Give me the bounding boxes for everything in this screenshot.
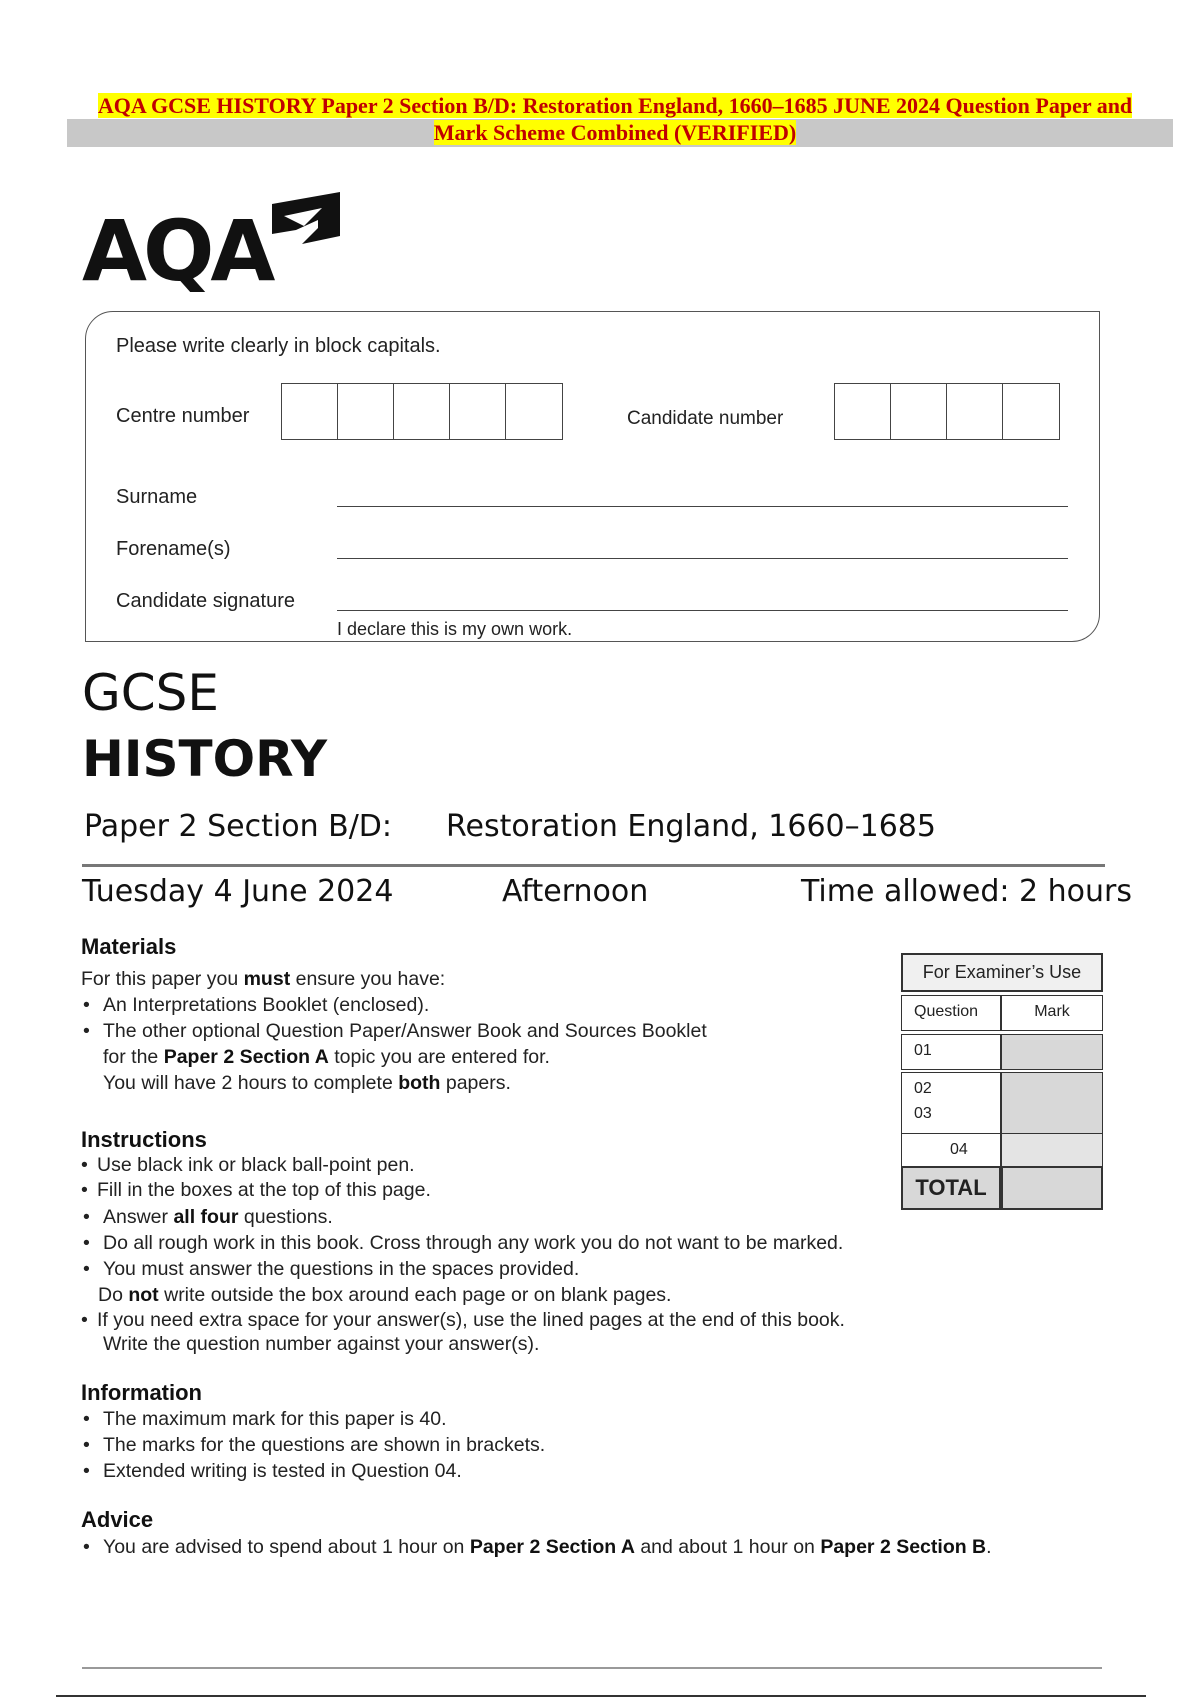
examiners-use-title: For Examiner’s Use: [901, 953, 1103, 992]
instruction-item-continued: Write the question number against your answer(s).: [103, 1333, 540, 1355]
footer-rule: [82, 1667, 1102, 1669]
advice-item: You are advised to spend about 1 hour on Paper 2 Section A and about 1 hour on Paper 2 Section B.: [103, 1536, 992, 1558]
signature-label: Candidate signature: [116, 590, 296, 612]
exam-session: Afternoon: [502, 874, 649, 909]
bullet: •: [83, 1434, 90, 1456]
surname-label: Surname: [116, 486, 198, 508]
centre-number-cell[interactable]: [450, 384, 506, 439]
materials-intro: For this paper you must ensure you have:: [81, 968, 446, 990]
page-bottom-rule: [56, 1695, 1146, 1697]
information-item: Extended writing is tested in Question 04.: [103, 1460, 462, 1482]
instruction-item: Fill in the boxes at the top of this page.: [97, 1179, 431, 1201]
bullet: •: [81, 1154, 88, 1176]
question-number: 04: [901, 1133, 1001, 1169]
instruction-item: Answer all four questions.: [103, 1206, 333, 1228]
mark-cell: [1001, 1133, 1103, 1169]
bullet: •: [83, 1020, 90, 1042]
total-mark-cell: [1001, 1166, 1103, 1210]
bullet: •: [83, 994, 90, 1016]
aqa-logo-text: AQA: [82, 202, 272, 292]
aqa-logo: [82, 192, 362, 292]
bullet: •: [81, 1309, 88, 1331]
bullet: •: [83, 1536, 90, 1558]
forename-line[interactable]: [337, 558, 1068, 559]
examiners-use-table: [901, 953, 1103, 1211]
information-item: The marks for the questions are shown in brackets.: [103, 1434, 546, 1456]
centre-number-cell[interactable]: [338, 384, 394, 439]
instruction-item: If you need extra space for your answer(s), use the lined pages at the end of this book.: [97, 1309, 845, 1331]
instruction-item-continued: Do not write outside the box around each page or on blank pages.: [98, 1284, 672, 1306]
question-number: 03: [901, 1098, 1001, 1134]
bullet: •: [83, 1206, 90, 1228]
bullet: •: [83, 1460, 90, 1482]
instructions-heading: Instructions: [81, 1127, 207, 1152]
subject-history: HISTORY: [82, 730, 328, 788]
surname-line[interactable]: [337, 506, 1068, 507]
candidate-number-cell[interactable]: [891, 384, 947, 439]
candidate-number-cell[interactable]: [835, 384, 891, 439]
candidate-number-boxes[interactable]: [834, 383, 1060, 440]
total-label: TOTAL: [901, 1166, 1001, 1210]
heading-divider: [82, 864, 1105, 867]
mark-cell: [1001, 1034, 1103, 1070]
advice-heading: Advice: [81, 1507, 154, 1532]
centre-number-label: Centre number: [116, 405, 250, 427]
candidate-number-label: Candidate number: [627, 408, 784, 429]
candidate-number-cell[interactable]: [1003, 384, 1059, 439]
centre-number-cell[interactable]: [506, 384, 562, 439]
signature-line[interactable]: [337, 610, 1068, 611]
question-number: 01: [901, 1034, 1001, 1070]
forename-label: Forename(s): [116, 538, 231, 560]
materials-item-continued: for the Paper 2 Section A topic you are entered for.: [103, 1046, 550, 1068]
bullet: •: [83, 1232, 90, 1254]
instruction-item: You must answer the questions in the spaces provided.: [103, 1258, 580, 1280]
bullet: •: [83, 1258, 90, 1280]
centre-number-boxes[interactable]: [281, 383, 563, 440]
information-item: The maximum mark for this paper is 40.: [103, 1408, 447, 1430]
mark-cell: [1001, 1098, 1103, 1134]
declaration-text: I declare this is my own work.: [337, 619, 573, 639]
information-heading: Information: [81, 1380, 202, 1405]
question-number: 02: [901, 1072, 1001, 1108]
paper-label: Paper 2 Section B/D:: [84, 809, 393, 844]
centre-number-cell[interactable]: [282, 384, 338, 439]
bullet: •: [83, 1408, 90, 1430]
subject-gcse: GCSE: [82, 664, 219, 722]
instruction-item: Use black ink or black ball-point pen.: [97, 1154, 415, 1176]
document-banner: [90, 92, 1140, 146]
bullet: •: [81, 1179, 88, 1201]
materials-item: The other optional Question Paper/Answer Book and Sources Booklet: [103, 1020, 707, 1042]
exam-date: Tuesday 4 June 2024: [82, 874, 394, 909]
centre-number-cell[interactable]: [394, 384, 450, 439]
block-capitals-instruction: Please write clearly in block capitals.: [116, 335, 441, 357]
candidate-number-cell[interactable]: [947, 384, 1003, 439]
question-column-header: Question: [901, 995, 1001, 1031]
paper-topic: Restoration England, 1660–1685: [446, 809, 936, 844]
materials-item: An Interpretations Booklet (enclosed).: [103, 994, 430, 1016]
instruction-item: Do all rough work in this book. Cross through any work you do not want to be marked.: [103, 1232, 844, 1254]
mark-column-header: Mark: [1001, 995, 1103, 1031]
banner-title: AQA GCSE HISTORY Paper 2 Section B/D: Restoration England, 1660–1685 JUNE 2024 Question Paper and Mark Scheme Combined (VERIFIED): [97, 93, 1133, 145]
materials-item-continued: You will have 2 hours to complete both papers.: [103, 1072, 511, 1094]
materials-heading: Materials: [81, 934, 177, 959]
time-allowed: Time allowed: 2 hours: [801, 874, 1133, 909]
